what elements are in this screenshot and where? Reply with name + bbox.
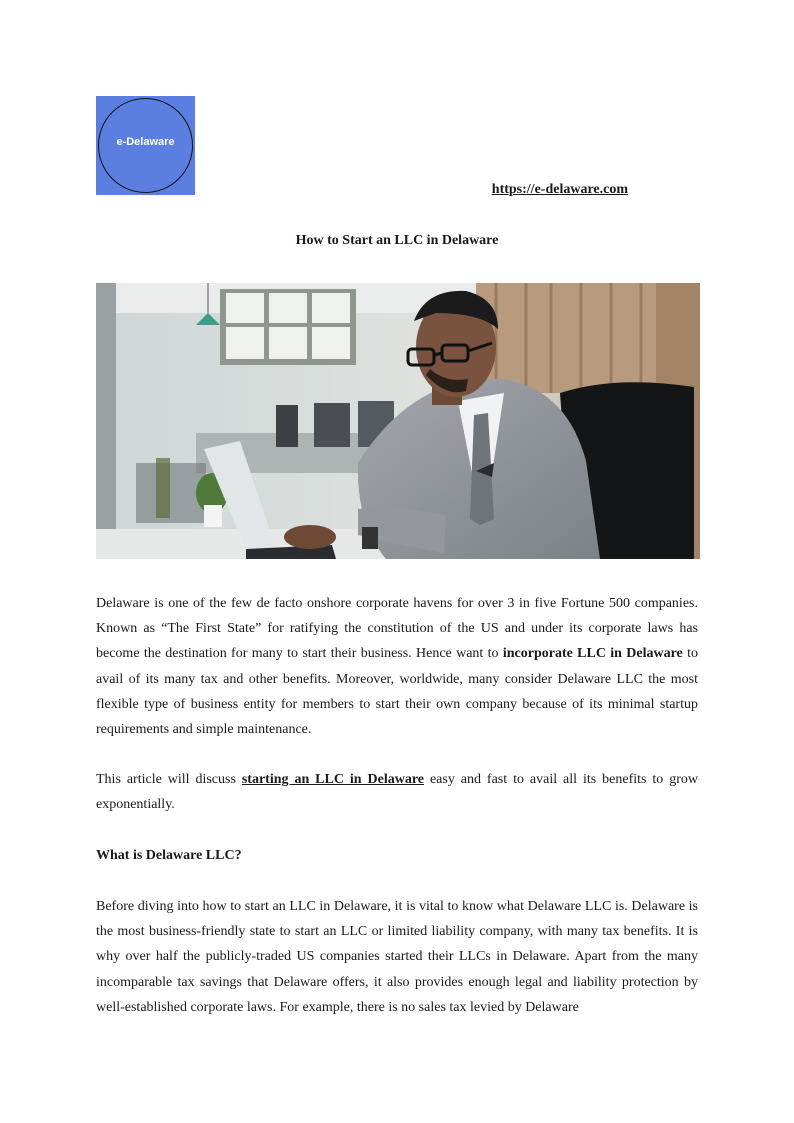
document-title: How to Start an LLC in Delaware (295, 233, 499, 248)
intro-text-start: Delaware is one of the few de facto onshore corporate havens for over 3 in five Fortune 500 companies. Known as “The First State” for ratifying the constitution of the US and under its corporate laws has become the destination for many to start their business. Hence want to (96, 596, 698, 662)
delaware-llc-paragraph: Before diving into how to start an LLC in Delaware, it is vital to know what Delaware LLC is. Delaware is the most business-friendly state to start an LLC or limited liability company, with many tax benefits. It is why over half the publicly-traded US companies started their LLCs in Delaware. Apart from the many incomparable tax savings that Delaware offers, it also provides enough legal and liability protection by well-established corporate laws. For example, there is no sales tax levied by Delaware (96, 899, 698, 1015)
logo-text: e-Delaware (116, 136, 175, 148)
e-delaware-logo (96, 96, 195, 195)
incorporate-llc-bold-text: incorporate LLC in Delaware (502, 646, 683, 662)
starting-llc-link[interactable]: starting an LLC in Delaware (241, 772, 425, 787)
intro-paragraph (96, 591, 698, 742)
site-url-link[interactable]: https://e-delaware.com (491, 182, 628, 197)
intro-text-end: to avail of its many tax and other benefits. Moreover, worldwide, many consider Delaware LLC the most flexible type of business entity for members to start their own company because of its minimal startup requirements and simple maintenance. (96, 646, 698, 738)
article-paragraph (96, 767, 698, 817)
section-heading: What is Delaware LLC? (96, 848, 242, 863)
office-photo (96, 283, 700, 559)
article-text-start: This article will discuss (96, 772, 242, 787)
article-text-end: easy and fast to avail all its benefits to grow exponentially. (96, 772, 698, 813)
